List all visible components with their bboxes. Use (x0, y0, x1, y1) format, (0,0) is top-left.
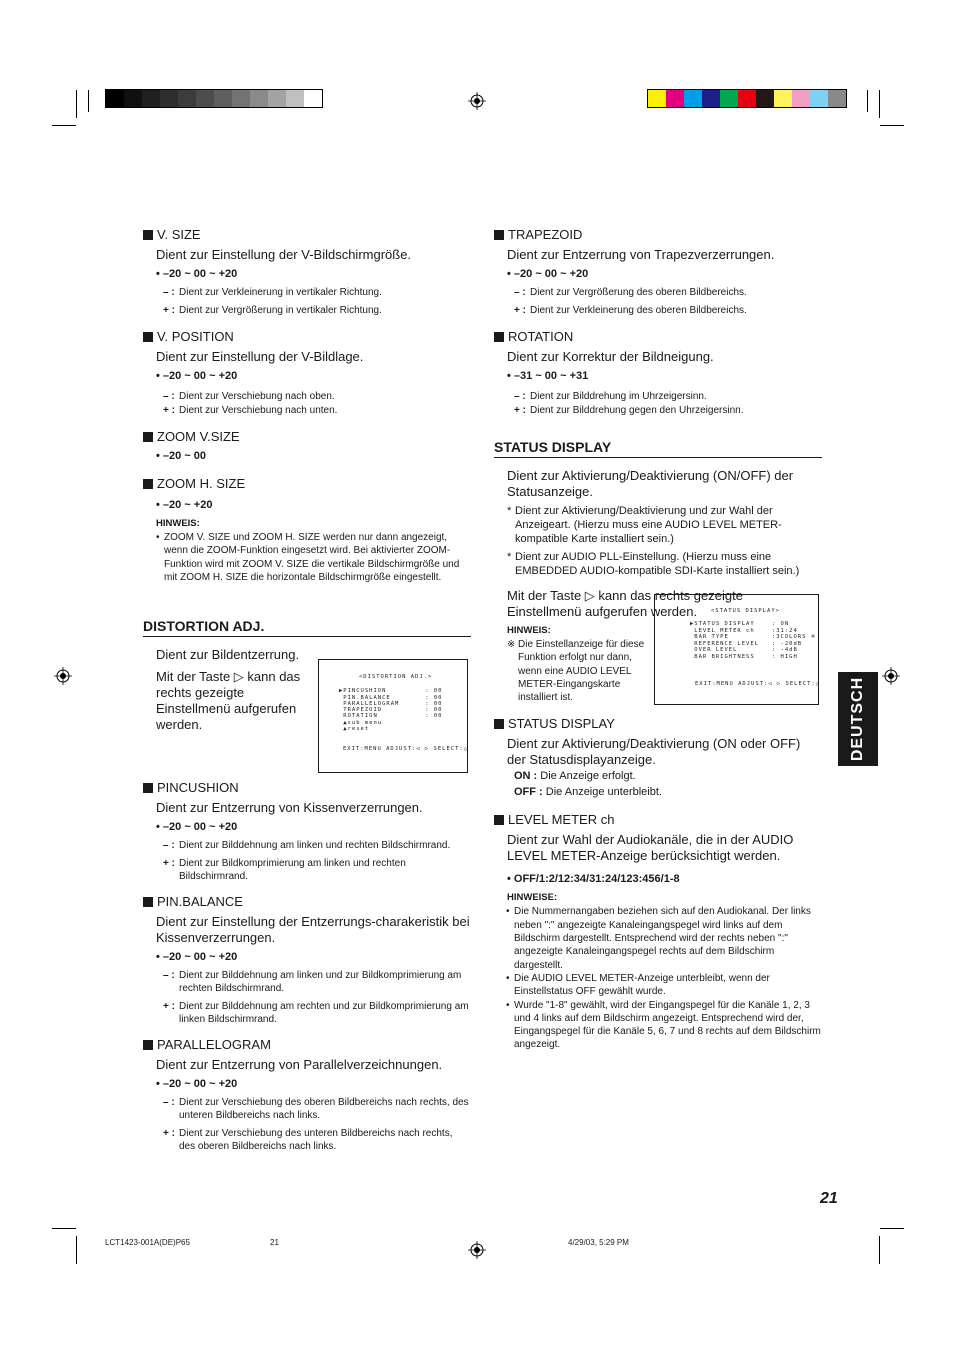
color-swatch (810, 90, 828, 107)
levelmeter-heading: LEVEL METER ch (494, 812, 822, 828)
osd-row: BAR TYPE :3COLORS ※ (690, 634, 817, 640)
vsize-range: • –20 ~ 00 ~ +20 (156, 268, 238, 280)
vpos-minus: – : Dient zur Verschiebung nach oben. (163, 391, 335, 402)
registration-mark-icon (468, 1241, 486, 1259)
square-bullet-icon (143, 1040, 153, 1050)
pincushion-heading: PINCUSHION (143, 780, 471, 796)
color-swatch (828, 90, 846, 107)
trapezoid-description: Dient zur Entzerrung von Trapezverzerrungen. (507, 247, 775, 262)
square-bullet-icon (143, 432, 153, 442)
pinbalance-minus: – : Dient zur Bilddehnung am linken und zur Bildkomprimierung am rechten Bildschirmrand. (163, 969, 462, 994)
osd-row: ▶PINCUSHION : 00 (339, 688, 443, 694)
square-bullet-icon (494, 719, 504, 729)
vpos-range: • –20 ~ 00 ~ +20 (156, 370, 238, 382)
grayscale-bar (105, 89, 323, 108)
left-column (143, 227, 471, 733)
pinbalance-plus: + : Dient zur Bilddehnung am rechten und zur Bildkomprimierung am linken Bildschirmrand. (163, 1000, 469, 1025)
status2-description: Dient zur Aktivierung/Deaktivierung (ON oder OFF) der Statusdisplayanzeige. (507, 736, 801, 768)
crop-mark (88, 90, 89, 112)
language-tab: DEUTSCH (838, 672, 878, 766)
vsize-plus: + : Dient zur Vergrößerung in vertikaler Richtung. (163, 304, 382, 316)
levelmeter-description: Dient zur Wahl der Audiokanäle, die in der AUDIO LEVEL METER-Anzeige berücksichtigt werden. (507, 832, 794, 864)
vsize-description: Dient zur Einstellung der V-Bildschirmgröße. (156, 247, 412, 262)
crop-mark (880, 125, 904, 126)
status2-heading: STATUS DISPLAY (494, 716, 822, 732)
crop-mark (76, 90, 77, 118)
crop-mark (76, 1236, 77, 1264)
osd-row: BAR BRIGHTNESS : HIGH (690, 654, 798, 660)
pinbalance-heading: PIN.BALANCE (143, 894, 471, 910)
osd-row: LEVEL METER ch :31:24 (690, 628, 798, 634)
status-note-2: * Dient zur AUDIO PLL-Einstellung. (Hierzu muss eine EMBEDDED AUDIO-kompatible SDI-Karte installiert sein.) (507, 551, 800, 577)
color-swatch (160, 90, 178, 107)
status-hinweis-note: ※ Die Einstellanzeige für diese Funktion erfolgt nur dann, wenn eine AUDIO LEVEL METER-Eingangskarte installiert ist. (507, 639, 645, 704)
parallelogram-plus: + : Dient zur Verschiebung des unteren Bildbereichs nach rechts, des oberen Bildbereichs nach links. (163, 1127, 453, 1152)
vpos-description: Dient zur Einstellung der V-Bildlage. (156, 349, 364, 364)
trapezoid-heading: TRAPEZOID (494, 227, 822, 243)
crop-mark (880, 1228, 904, 1229)
reference-mark-icon: ※ (507, 639, 516, 650)
color-swatch (792, 90, 810, 107)
registration-mark-icon (54, 667, 72, 685)
osd-row: PIN.BALANCE : 00 (339, 695, 443, 701)
osd-row: PARALLELOGRAM : 00 (339, 701, 443, 707)
vpos-plus: + : Dient zur Verschiebung nach unten. (163, 404, 338, 416)
color-swatch (286, 90, 304, 107)
color-swatch (738, 90, 756, 107)
parallelogram-range: • –20 ~ 00 ~ +20 (156, 1077, 238, 1090)
osd-title: <DISTORTION ADJ.> (359, 674, 433, 680)
osd-row: TRAPEZOID : 00 (339, 707, 443, 713)
parallelogram-heading: PARALLELOGRAM (143, 1037, 471, 1053)
color-swatch (666, 90, 684, 107)
color-swatch (268, 90, 286, 107)
status-section-title: STATUS DISPLAY (494, 439, 822, 458)
crop-mark (867, 90, 868, 112)
color-swatch (124, 90, 142, 107)
osd-row: ▶STATUS DISPLAY : ON (690, 621, 790, 627)
distortion-call-text: Mit der Taste ▷ kann das rechts gezeigte Einstellmenü aufgerufen werden. (156, 669, 301, 733)
color-swatch (106, 90, 124, 107)
color-swatch (756, 90, 774, 107)
color-swatch (214, 90, 232, 107)
square-bullet-icon (143, 479, 153, 489)
footer-file: LCT1423-001A(DE)P65 (105, 1238, 190, 1247)
color-swatch (304, 90, 322, 107)
crop-mark (879, 1236, 880, 1264)
color-swatch (142, 90, 160, 107)
status2-off: OFF : Die Anzeige unterbleibt. (514, 786, 662, 799)
rotation-description: Dient zur Korrektur der Bildneigung. (507, 349, 714, 364)
color-swatch (196, 90, 214, 107)
zoomh-hinweis-heading: HINWEIS: (156, 518, 200, 529)
status-osd-menu (654, 594, 819, 705)
square-bullet-icon (143, 897, 153, 907)
rotation-heading: ROTATION (494, 329, 822, 345)
zoomv-heading: ZOOM V.SIZE (143, 429, 471, 445)
color-swatch (178, 90, 196, 107)
osd-row: ▲reset (339, 726, 370, 732)
crop-mark (52, 1228, 76, 1229)
levelmeter-note: • Die Nummernangaben beziehen sich auf den Audiokanal. Der links neben ":" angezeigte Kanaleingangspegel wird links auf dem Bildschirm dargestellt. Entsprechend wird der rechts neben ":" angezeigte Kanaleingangspegel rechts auf dem Bildschirm dargestellt. (506, 906, 811, 971)
status-hinweis-heading: HINWEIS: (507, 625, 551, 636)
pincushion-description: Dient zur Entzerrung von Kissenverzerrungen. (156, 800, 423, 815)
square-bullet-icon (494, 815, 504, 825)
pinbalance-range: • –20 ~ 00 ~ +20 (156, 950, 238, 963)
color-swatch (720, 90, 738, 107)
osd-row: REFERENCE LEVEL : -20dB (690, 641, 803, 647)
square-bullet-icon (494, 332, 504, 342)
trapezoid-range: • –20 ~ 00 ~ +20 (507, 268, 589, 280)
zoomh-range: • –20 ~ +20 (156, 499, 213, 511)
osd-title: <STATUS DISPLAY> (711, 608, 780, 614)
status-description: Dient zur Aktivierung/Deaktivierung (ON/OFF) der Statusanzeige. (507, 468, 794, 499)
vpos-heading: V. POSITION (143, 329, 471, 345)
registration-mark-icon (468, 92, 486, 110)
trapezoid-plus: + : Dient zur Verkleinerung des oberen Bildbereichs. (514, 304, 747, 316)
rotation-range: • –31 ~ 00 ~ +31 (507, 370, 589, 382)
crop-mark (52, 125, 76, 126)
zoomh-note: • ZOOM V. SIZE und ZOOM H. SIZE werden nur dann angezeigt, wenn die ZOOM-Funktion eingesetzt wird. Bei aktivierter ZOOM-Funktion wird mit ZOOM V. SIZE die vertikale Bildschirmgröße und mit ZOOM H. SIZE die horizontale Bildschirmgröße eingestellt. (156, 532, 460, 583)
registration-mark-icon (882, 667, 900, 685)
distortion-description: Dient zur Bildentzerrung. (156, 647, 300, 663)
status-note-1: * Dient zur Aktivierung/Deaktivierung und zur Wahl der Anzeigeart. (Hierzu muss eine AUDIO LEVEL METER-kompatible Karte installiert sein.) (507, 505, 782, 545)
color-swatch (250, 90, 268, 107)
page-number: 21 (820, 1190, 838, 1207)
pincushion-range: • –20 ~ 00 ~ +20 (156, 821, 238, 833)
levelmeter-note: • Die AUDIO LEVEL METER-Anzeige unterbleibt, wenn der Einstellstatus OFF gewählt wurde. (506, 972, 770, 998)
parallelogram-minus: – : Dient zur Verschiebung des oberen Bildbereichs nach rechts, des unteren Bildbereichs nach links. (163, 1096, 469, 1121)
status2-on: ON : Die Anzeige erfolgt. (514, 770, 636, 783)
color-swatch (774, 90, 792, 107)
osd-footer: EXIT:MENU ADJUST:◁ ▷ SELECT:△ (695, 681, 821, 687)
left-column-lower (143, 780, 471, 1154)
levelmeter-note: • Wurde "1-8" gewählt, wird der Eingangspegel für die Kanäle 1, 2, 3 und 4 links auf dem Bildschirm angezeigt. Entsprechend wird der, Eingangspegel für die Kanäle 5, 6, 7 und 8 rechts auf dem Bildschirm angezeigt. (506, 999, 821, 1051)
vsize-heading: V. SIZE (143, 227, 471, 243)
osd-row: ROTATION : 00 (339, 713, 443, 719)
levelmeter-hinweise-heading: HINWEISE: (507, 892, 558, 904)
rotation-plus: + : Dient zur Bilddrehung gegen den Uhrzeigersinn. (514, 404, 744, 416)
osd-footer: EXIT:MENU ADJUST:◁ ▷ SELECT:△ (343, 746, 469, 752)
pincushion-plus: + : Dient zur Bildkomprimierung am linken und rechten Bildschirmrand. (163, 857, 406, 882)
distortion-osd-menu (318, 659, 468, 773)
color-swatch (684, 90, 702, 107)
zoomh-heading: ZOOM H. SIZE (143, 476, 471, 492)
footer-page: 21 (270, 1238, 279, 1247)
crop-mark (879, 90, 880, 118)
levelmeter-range: • OFF/1:2/12:34/31:24/123:456/1-8 (507, 873, 680, 886)
color-bar (647, 89, 847, 108)
osd-row: OVER LEVEL : -4dB (690, 647, 798, 653)
color-swatch (232, 90, 250, 107)
footer-date: 4/29/03, 5:29 PM (568, 1238, 629, 1247)
status-call-text: Mit der Taste ▷ kann das rechts gezeigte Einstellmenü aufgerufen werden. (507, 588, 743, 619)
square-bullet-icon (143, 332, 153, 342)
pincushion-minus: – : Dient zur Bilddehnung am linken und rechten Bildschirmrand. (163, 840, 451, 851)
trapezoid-minus: – : Dient zur Vergrößerung des oberen Bildbereichs. (514, 287, 747, 298)
distortion-section-title: DISTORTION ADJ. (143, 618, 471, 637)
square-bullet-icon (143, 783, 153, 793)
color-swatch (702, 90, 720, 107)
parallelogram-description: Dient zur Entzerrung von Parallelverzeichnungen. (156, 1056, 443, 1072)
square-bullet-icon (494, 230, 504, 240)
square-bullet-icon (143, 230, 153, 240)
rotation-minus: – : Dient zur Bilddrehung im Uhrzeigersinn. (514, 391, 707, 402)
osd-row: ▲sub menu (339, 720, 383, 726)
pinbalance-description: Dient zur Einstellung der Entzerrungs-charakeristik bei Kissenverzerrungen. (156, 913, 470, 945)
zoomv-range: • –20 ~ 00 (156, 450, 207, 462)
vsize-minus: – : Dient zur Verkleinerung in vertikaler Richtung. (163, 287, 382, 298)
color-swatch (648, 90, 666, 107)
